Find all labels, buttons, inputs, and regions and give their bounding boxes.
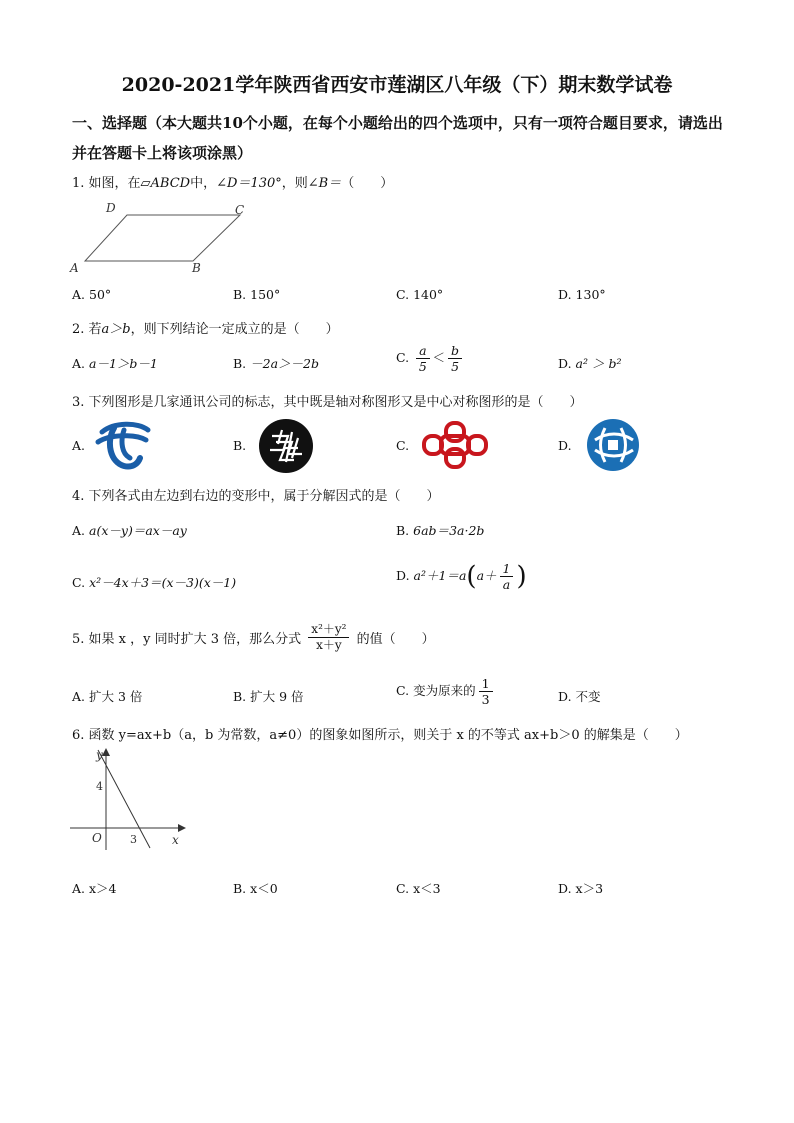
- option-text: x＞3: [575, 881, 604, 896]
- q3-option-a[interactable]: [72, 438, 85, 453]
- q1-stem-part: 中，: [190, 176, 217, 191]
- black-circle-logo-icon: [258, 418, 314, 474]
- q2-stem-part: 2. 若: [72, 322, 102, 337]
- q1-option-a[interactable]: [72, 287, 111, 302]
- q1-answer-bracket: （ ）: [341, 176, 394, 191]
- y-axis-arrow: [102, 748, 110, 756]
- question-6-stem: 6. 函数 y=ax+b（a，b 为常数，a≠0）的图象如图所示，则关于 x 的不等式 ax+b＞0 的解集是（ ）: [72, 728, 688, 743]
- option-text: －2a＞－2b: [250, 356, 320, 371]
- china-telecom-logo-icon: [96, 420, 150, 470]
- fraction-numerator: x²＋y²: [308, 622, 349, 638]
- fraction-denominator: 5: [451, 359, 460, 374]
- q1-option-c[interactable]: [396, 287, 443, 302]
- option-letter: C.: [396, 438, 410, 453]
- option-letter: B.: [233, 287, 247, 302]
- option-text: a² ＞ b²: [575, 356, 622, 371]
- fraction-a-over-5: [416, 343, 429, 374]
- q1-parallelogram-symbol: ▱ABCD: [140, 176, 191, 191]
- q2-option-b[interactable]: [233, 354, 319, 372]
- option-letter: C.: [72, 575, 86, 590]
- parallelogram-shape: [85, 215, 240, 261]
- option-letter: D.: [558, 356, 572, 371]
- option-text: x＞4: [89, 881, 117, 896]
- option-text: x＜0: [250, 881, 278, 896]
- china-mobile-logo-icon: [585, 418, 641, 472]
- fraction-numerator: 1: [479, 676, 493, 692]
- q2-stem-part: ，则下列结论一定成立的是（ ）: [130, 322, 339, 337]
- question-1-stem: [72, 172, 393, 191]
- option-text: x²－4x＋3＝(x－3)(x－1): [89, 575, 237, 590]
- right-paren: ): [516, 561, 527, 592]
- q3-option-b[interactable]: [233, 438, 246, 453]
- relation-symbol: ＜: [432, 350, 446, 365]
- q3-option-c[interactable]: [396, 438, 409, 453]
- option-letter: B.: [396, 523, 410, 538]
- fraction-denominator: x＋y: [316, 638, 342, 652]
- option-letter: B.: [233, 356, 247, 371]
- option-letter: B.: [233, 438, 247, 453]
- option-text: 140°: [413, 287, 444, 302]
- fraction-numerator: a: [416, 343, 429, 359]
- fraction-numerator: 1: [500, 561, 514, 577]
- q6-option-c[interactable]: [396, 879, 441, 897]
- q5-option-c[interactable]: [396, 676, 496, 707]
- section-heading: 一、选择题（本大题共10个小题，在每个小题给出的四个选项中，只有一项符合题目要求，请选出并在答题卡上将该项涂黑）: [72, 114, 723, 162]
- option-letter: C.: [396, 350, 410, 365]
- q1-stem-part: ，则: [281, 176, 308, 191]
- option-text: x＜3: [413, 881, 441, 896]
- q2-condition: a＞b: [101, 322, 131, 337]
- vertex-label-b: B: [192, 261, 201, 275]
- q2-option-d[interactable]: [558, 354, 621, 372]
- parallelogram-figure: [68, 198, 268, 280]
- q4-option-c[interactable]: [72, 573, 236, 591]
- option-text: a＋: [476, 568, 497, 583]
- question-5-stem: [72, 622, 435, 653]
- x-axis-label: x: [172, 833, 179, 847]
- option-text: a²＋1＝a: [413, 568, 467, 583]
- left-paren: (: [466, 561, 477, 592]
- fraction-1-over-a: [500, 561, 514, 592]
- page-title: 2020-2021学年陕西省西安市莲湖区八年级（下）期末数学试卷: [121, 74, 673, 96]
- y-intercept-label: 4: [96, 780, 103, 793]
- option-text: 6ab＝3a·2b: [413, 523, 485, 538]
- fraction-1-over-3: [479, 676, 493, 707]
- china-unicom-logo-icon: [420, 420, 490, 470]
- x-intercept-label: 3: [130, 833, 137, 846]
- q2-option-c[interactable]: [396, 343, 465, 374]
- q4-option-b[interactable]: [396, 521, 484, 539]
- option-letter: D.: [558, 881, 572, 896]
- option-letter: A.: [72, 438, 86, 453]
- option-letter: D.: [558, 287, 572, 302]
- option-text: a－1＞b－1: [89, 356, 158, 371]
- fraction-denominator: 3: [481, 692, 490, 707]
- q5-option-d[interactable]: [558, 687, 601, 705]
- q5-option-b[interactable]: [233, 687, 304, 705]
- q6-option-a[interactable]: [72, 879, 117, 897]
- q5-stem-part: 的值（ ）: [356, 632, 435, 647]
- fraction-denominator: a: [502, 577, 511, 592]
- option-letter: C.: [396, 287, 410, 302]
- option-text: a(x－y)＝ax－ay: [89, 523, 187, 538]
- linear-function-graph: [70, 748, 190, 858]
- q1-option-d[interactable]: [558, 287, 606, 302]
- option-text: 变为原来的: [413, 683, 476, 698]
- q5-option-a[interactable]: [72, 687, 142, 705]
- q1-stem-part: 1. 如图，在: [72, 176, 141, 191]
- option-text: 不变: [575, 689, 601, 704]
- y-axis-label: y: [96, 748, 103, 762]
- option-letter: A.: [72, 356, 86, 371]
- question-3-stem: 3. 下列图形是几家通讯公司的标志，其中既是轴对称图形又是中心对称图形的是（ ）: [72, 395, 583, 410]
- vertex-label-c: C: [235, 203, 245, 217]
- vertex-label-a: A: [70, 261, 79, 275]
- option-letter: D.: [558, 438, 572, 453]
- q4-option-d[interactable]: [396, 561, 527, 592]
- q6-option-b[interactable]: [233, 879, 278, 897]
- fraction-b-over-5: [448, 343, 462, 374]
- question-4-stem: 4. 下列各式由左边到右边的变形中，属于分解因式的是（ ）: [72, 489, 440, 504]
- option-letter: C.: [396, 683, 410, 698]
- q3-option-d[interactable]: [558, 438, 572, 453]
- question-2-stem: [72, 318, 339, 337]
- option-text: 150°: [250, 287, 281, 302]
- option-letter: A.: [72, 881, 86, 896]
- option-text: 扩大 3 倍: [89, 689, 143, 704]
- option-letter: C.: [396, 881, 410, 896]
- q1-given-angle: ∠D＝130°: [216, 176, 282, 191]
- q6-option-d[interactable]: [558, 879, 603, 897]
- fraction-denominator: 5: [418, 359, 427, 374]
- option-letter: A.: [72, 689, 86, 704]
- option-text: 130°: [575, 287, 606, 302]
- option-letter: D.: [558, 689, 572, 704]
- x-axis-arrow: [178, 824, 186, 832]
- option-letter: A.: [72, 523, 86, 538]
- option-letter: B.: [233, 689, 247, 704]
- option-text: 50°: [89, 287, 112, 302]
- q2-option-a[interactable]: [72, 354, 158, 372]
- option-letter: A.: [72, 287, 86, 302]
- q1-option-b[interactable]: [233, 287, 280, 302]
- origin-label: O: [92, 831, 102, 845]
- q5-stem-part: 5. 如果 x ，y 同时扩大 3 倍，那么分式: [72, 632, 302, 647]
- q5-fraction: [308, 622, 349, 653]
- option-letter: B.: [233, 881, 247, 896]
- q1-target-angle: ∠B＝: [307, 176, 342, 191]
- q4-option-a[interactable]: [72, 521, 187, 539]
- option-letter: D.: [396, 568, 410, 583]
- vertex-label-d: D: [106, 201, 116, 215]
- fraction-numerator: b: [448, 343, 462, 359]
- option-text: 扩大 9 倍: [250, 689, 304, 704]
